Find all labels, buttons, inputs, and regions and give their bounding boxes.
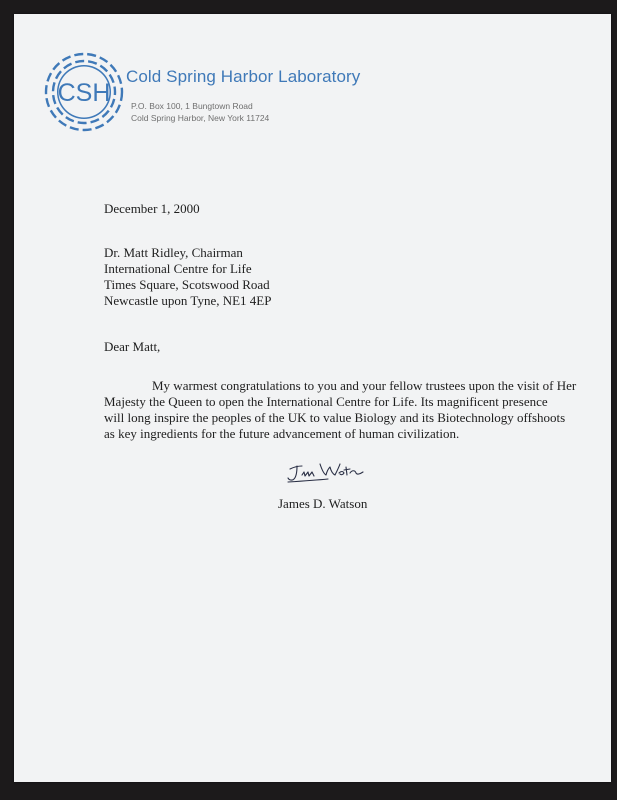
- salutation: Dear Matt,: [104, 339, 161, 354]
- recipient-line: International Centre for Life: [104, 261, 252, 276]
- org-name: Cold Spring Harbor Laboratory: [126, 67, 361, 86]
- org-address-line-1: P.O. Box 100, 1 Bungtown Road: [131, 101, 253, 111]
- body-line: My warmest congratulations to you and your fellow trustees upon the visit of Her: [152, 378, 577, 393]
- logo-text: CSH: [57, 79, 111, 107]
- recipient-line: Dr. Matt Ridley, Chairman: [104, 245, 243, 260]
- recipient-line: Newcastle upon Tyne, NE1 4EP: [104, 293, 272, 308]
- signer-name: James D. Watson: [278, 496, 368, 511]
- body-line: will long inspire the peoples of the UK to value Biology and its Biotechnology offshoots: [104, 410, 566, 425]
- body-line: Majesty the Queen to open the International Centre for Life. Its magnificent presence: [104, 394, 548, 409]
- csh-logo: [42, 50, 126, 134]
- org-address-line-2: Cold Spring Harbor, New York 11724: [131, 113, 270, 123]
- letter-date: December 1, 2000: [104, 201, 200, 216]
- body-line: as key ingredients for the future advancement of human civilization.: [104, 426, 460, 441]
- recipient-address: [104, 245, 271, 309]
- recipient-line: Times Square, Scotswood Road: [104, 277, 270, 292]
- letter-body: [104, 378, 576, 442]
- handwritten-signature: [284, 455, 368, 491]
- letter-page: [14, 14, 611, 782]
